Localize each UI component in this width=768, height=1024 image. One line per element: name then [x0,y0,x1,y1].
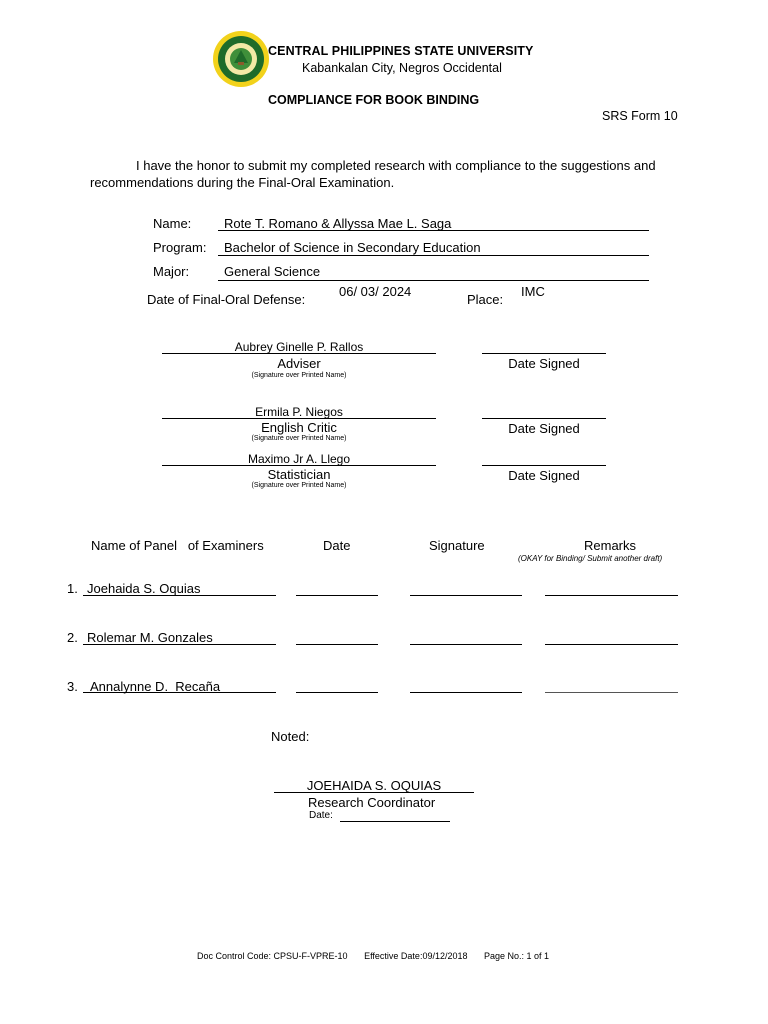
program-label: Program: [153,240,207,255]
panel-remarks-header: Remarks [584,538,637,553]
statistician-date-line [482,465,606,466]
adviser-signature-note: (Signature over Printed Name) [251,372,347,379]
panel-date-line [296,644,378,645]
adviser-name: Aubrey Ginelle P. Rallos [234,340,364,354]
panel-remarks-line [545,595,678,596]
university-seal-logo [212,30,270,88]
english-critic-name: Ermila P. Niegos [255,405,343,419]
panel-remarks-line [545,692,678,693]
english-critic-date-line [482,418,606,419]
intro-paragraph: I have the honor to submit my completed research with compliance to the suggestions and recommendations during the Final-Oral Examination. [90,158,656,190]
panel-member-name: Annalynne D. Recaña [90,679,221,694]
name-value: Rote T. Romano & Allyssa Mae L. Saga [224,216,452,231]
panel-name-line [83,644,276,645]
program-value: Bachelor of Science in Secondary Education [224,240,481,255]
english-critic-role: English Critic [261,420,337,435]
panel-signature-line [410,595,522,596]
place-label: Place: [467,292,504,307]
adviser-role: Adviser [277,356,321,371]
name-underline [218,230,649,231]
panel-date-header: Date [323,538,351,553]
footer [197,951,563,961]
coordinator-role: Research Coordinator [308,795,436,810]
panel-remarks-note: (OKAY for Binding/ Submit another draft) [518,554,663,563]
program-underline [218,255,649,256]
name-label: Name: [153,216,192,231]
panel-date-line [296,595,378,596]
english-critic-signature-note: (Signature over Printed Name) [251,435,347,442]
form-code: SRS Form 10 [602,109,678,123]
statistician-signature-note: (Signature over Printed Name) [251,482,347,489]
adviser-date-line [482,353,606,354]
panel-signature-header: Signature [429,538,485,553]
defense-date-value: 06/ 03/ 2024 [339,284,412,299]
statistician-role: Statistician [267,467,331,482]
university-name: CENTRAL PHILIPPINES STATE UNIVERSITY [268,44,534,58]
panel-date-line [296,692,378,693]
panel-member-name: Joehaida S. Oquias [87,581,201,596]
defense-date-label: Date of Final-Oral Defense: [147,292,306,307]
panel-name-line [83,692,276,693]
panel-signature-line [410,644,522,645]
university-location: Kabankalan City, Negros Occidental [302,61,502,75]
footer-page-number: Page No.: 1 of 1 [484,951,550,961]
major-label: Major: [153,264,190,279]
document-title: COMPLIANCE FOR BOOK BINDING [268,93,480,107]
panel-row-number: 1. [67,581,78,596]
coordinator-name: JOEHAIDA S. OQUIAS [306,778,442,793]
panel-remarks-line [545,644,678,645]
noted-label: Noted: [271,729,310,744]
adviser-signature-line [162,353,436,354]
coordinator-date-label: Date: [309,810,333,821]
english-critic-signature-line [162,418,436,419]
panel-name-line [83,595,276,596]
coordinator-signature-line [274,792,474,793]
statistician-name: Maximo Jr A. Llego [247,452,351,466]
coordinator-date-line [340,821,450,822]
panel-member-name: Rolemar M. Gonzales [87,630,213,645]
footer-effective-date: Effective Date:09/12/2018 [364,951,468,961]
footer-doc-code: Doc Control Code: CPSU-F-VPRE-10 [197,951,348,961]
panel-row-number: 3. [67,679,78,694]
panel-signature-line [410,692,522,693]
english-critic-date-signed: Date Signed [508,421,580,436]
panel-name-header: Name of Panel of Examiners [91,538,264,553]
panel-row-number: 2. [67,630,78,645]
statistician-signature-line [162,465,436,466]
statistician-date-signed: Date Signed [508,468,580,483]
major-underline [218,280,649,281]
adviser-date-signed: Date Signed [508,356,580,371]
place-value: IMC [521,284,545,299]
major-value: General Science [224,264,321,279]
